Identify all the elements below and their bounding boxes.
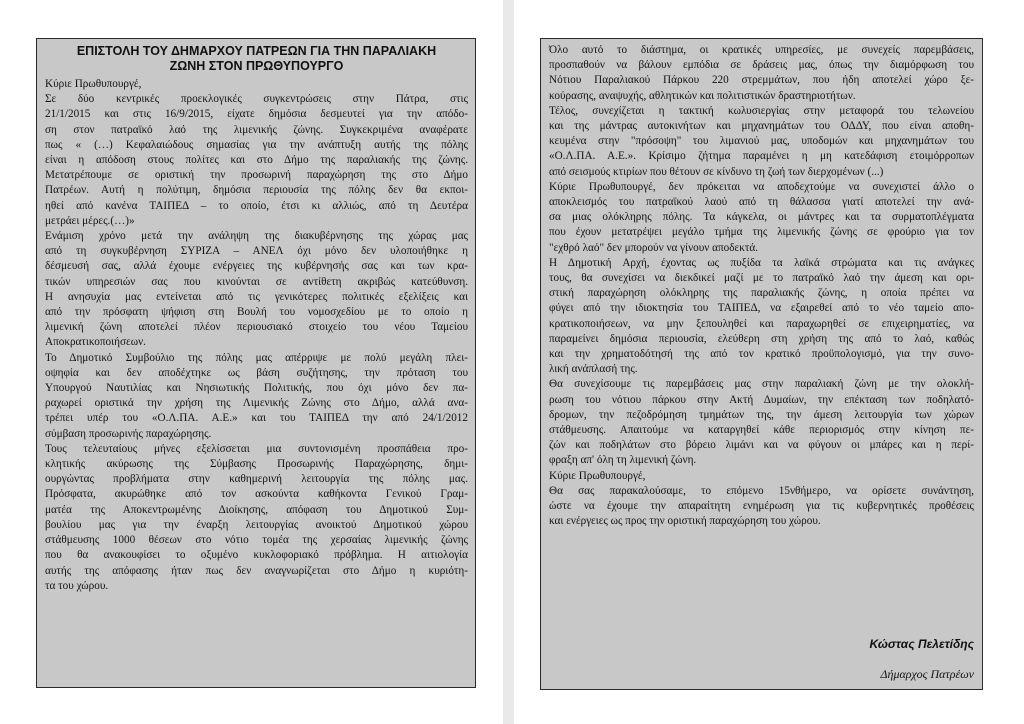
text-line: 21/1/2015 και στις 16/9/2015, είχατε δημόσια δεσμευτεί για την απόδο- — [45, 108, 468, 121]
letter-box-right — [540, 38, 983, 690]
text-line: Νότιου Παραλιακού Πάρκου 220 στρεμμάτων, που ήδη αποτελεί χώρο ξε- — [549, 74, 974, 87]
text-line: ματέα της Αποκεντρωμένης Διοίκησης, απόφαση του Δημοτικού Συμ- — [45, 503, 468, 516]
text-line: μετράει μέρες.(…)» — [45, 214, 135, 227]
text-line: Τέλος, συνεχίζεται η τακτική κωλυσιεργίας στην μεταφορά του τελωνείου — [549, 104, 974, 117]
text-line: Ενάμιση χρόνο μετά την ανάληψη της διακυβέρνησης της χώρας μας — [45, 230, 468, 243]
text-line: Η ανησυχία μας εντείνεται από τις γενικότερες πολιτικές εξελίξεις και — [45, 290, 468, 303]
text-line: Αποκρατικοποιήσεων. — [45, 336, 146, 349]
text-line: από σεισμούς κτιρίων που θέτουν σε κίνδυνο τη ζωή των διερχομένων (...) — [549, 165, 884, 178]
text-line: βουλίου μας για την έναρξη λειτουργίας ανοικτού Δημοτικού χώρου — [45, 518, 468, 531]
letter-title — [45, 44, 468, 74]
text-line: δέσμευσή σας, αλλά έχουμε ενέργειες της κυβέρνησής σας και των κρα- — [45, 260, 468, 273]
text-line: ραχωρεί οριστικά την χρήση της Λιμενικής Ζώνης στο Δήμο, αλλά ανα- — [45, 397, 468, 410]
text-line: στάθμευσης 1000 θέσεων στο νότιο τομέα της χερσαίας λιμενικής ζώνης — [45, 534, 468, 547]
text-line: και της μάντρας αυτοκινήτων και μηχανημάτων του ΟΔΔΥ, που είναι αποθη- — [549, 120, 974, 133]
text-line: Κύριε Πρωθυπουργέ, — [45, 78, 142, 90]
signature-name: Κώστας Πελετίδης — [869, 637, 974, 651]
text-line: ηθεί από κανένα ΤΑΙΠΕΔ – το οποίο, έτσι κι αλλιώς, από τη Δευτέρα — [45, 199, 468, 212]
text-line: ση στον πατραϊκό λαό της λιμενικής ζώνης. Συγκεκριμένα αναφέρατε — [45, 123, 468, 136]
text-line: παραμείνει δημόσια περιουσία, ελεύθερη στη χρήση της από το λαό, καθώς — [549, 332, 974, 345]
text-line: κρατικοποιήσεων, να μην ξεπουληθεί και παραχωρηθεί σε επιχειρηματίες, να — [549, 317, 974, 330]
text-line: «Ο.Λ.ΠΑ. Α.Ε.». Κρίσιμο ζήτημα παραμένει η μη κατεδάφιση ετοιμόρροπων — [549, 150, 974, 163]
text-line: αποκλεισμός του πατραϊκού λαού από τη θάλασσα γιατί αποτελεί την ανά- — [549, 196, 974, 209]
text-line: αυτής της απόφασης ήταν πως δεν αναγνωρίζεται στο Δήμο η κυριότη- — [45, 564, 468, 577]
text-line: τους, θα συνεχίσει να διεκδικεί μαζί με το πατραϊκό λαό την άμεση και ορι- — [549, 272, 974, 285]
text-line: και ενέργειες ως προς την οριστική παραχώρηση του χώρου. — [549, 515, 821, 528]
letter-title-line: ΖΩΝΗ ΣΤΟΝ ΠΡΩΘΥΠΟΥΡΓΟ — [169, 59, 344, 73]
text-line: τικών υπηρεσιών σας που κινούνται σε αντίθετη ακριβώς κατεύθυνση. — [45, 275, 468, 288]
text-line: Τους τελευταίους μήνες εξελίσσεται μια συντονισμένη προσπάθεια προ- — [45, 442, 468, 455]
text-line: που έχουν μετατρέψει μεγάλο τμήμα της λιμενικής ζώνης σε φρούριο για τον — [549, 226, 974, 239]
text-line: ουργώντας προβλήματα στην καθημερινή λειτουργία της πόλης μας. — [45, 473, 468, 486]
text-line: στική παραχώρηση ολόκληρης της παραλιακής ζώνης, η οποία πρέπει να — [549, 287, 974, 300]
text-line: είναι η απόδοση στους πολίτες και στο Δήμο της παραλιακής της ζώνης. — [45, 154, 468, 167]
text-line: τρέπει υπέρ του «Ο.Λ.ΠΑ. Α.Ε.» και του ΤΑΙΠΕΔ την από 24/1/2012 — [45, 412, 468, 425]
text-line: από την πρόσφατη ψήφιση στη Βουλή του νομοσχεδίου με το οποίο η — [45, 306, 468, 319]
text-line: που θα ανακουφίσει το οξυμένο κυκλοφοριακό πρόβλημα. Η αιτιολογία — [45, 549, 468, 562]
text-line: οψηφία και δεν αποδέχτηκε ως βάση συζήτησης, την πρόταση του — [45, 366, 468, 379]
text-line: Θα συνεχίσουμε τις παρεμβάσεις μας στην παραλιακή ζώνη με την ολοκλή- — [549, 378, 974, 391]
text-line: λιμενική ζώνη αποτελεί πλέον περιουσιακό στοιχείο του νέου Ταμείου — [45, 321, 468, 334]
text-line: ζών και ποδηλάτων στο βόρειο λιμάνι και να φύγουν οι μπάρες και η περί- — [549, 439, 974, 452]
text-line: Πατρέων. Αυτή η πολύτιμη, δημόσια περιουσία της πόλης δεν θα εκποι- — [45, 184, 468, 197]
text-line: στάθμευσης. Απαιτούμε να καταργηθεί κάθε περιορισμός στην κίνηση πε- — [549, 424, 974, 437]
letter-body-right — [549, 43, 974, 530]
text-line: ώστε να έχουμε την απαραίτητη ενημέρωση για τις κυβερνητικές προθέσεις — [549, 500, 974, 513]
text-line: κευμένα στην "πρόσοψη" του λιμανιού μας, υποδομών και μηχανημάτων του — [549, 135, 974, 148]
signature-role: Δήμαρχος Πατρέων — [880, 667, 974, 681]
text-line: Μετατρέπουμε σε οριστική την προσωρινή παραχώρηση της στο Δήμο — [45, 169, 468, 182]
text-line: κλητικής ακύρωσης της Σύμβασης Προσωρινής Παραχώρησης, δημι- — [45, 458, 468, 471]
text-line: πως « (…) Κεφαλαιώδους σημασίας για την ανάπτυξη αυτής της πόλης — [45, 138, 468, 151]
text-line: Υπουργού Ναυτιλίας και Νησιωτικής Πολιτικής, που όχι μόνο δεν πα- — [45, 382, 468, 395]
text-line: Η Δημοτική Αρχή, έχοντας ως πυξίδα τα λαϊκά στρώματα και τις ανάγκες — [549, 256, 974, 269]
text-line: Πρόσφατα, ακυρώθηκε από τον ασκούντα καθήκοντα Γενικού Γραμ- — [45, 488, 468, 501]
text-line: κούρασης, αναψυχής, αθλητικών και πολιτιστικών δραστηριοτήτων. — [549, 89, 856, 102]
text-line: από τη συγκυβέρνηση ΣΥΡΙΖΑ – ΑΝΕΛ όχι μόνο δεν υλοποιήθηκε η — [45, 245, 468, 258]
text-line: και την χρηματοδότησή της από τον κρατικό προϋπολογισμό, για την συνο- — [549, 348, 974, 361]
text-line: "εχθρό λαό" δεν μπορούν να γίνουν αποδεκτά. — [549, 241, 759, 254]
letter-body-left — [45, 77, 468, 594]
text-line: Θα σας παρακαλούσαμε, το επόμενο 15νθήμερο, να ορίσετε συνάντηση, — [549, 484, 974, 497]
text-line: προσπαθούν να βάλουν εμπόδια σε δράσεις μας, όπως την διαμόρφωση του — [549, 59, 974, 72]
text-line: δρομων, την πεζοδρόμηση τμημάτων της, την άμεση λειτουργία των χώρων — [549, 408, 974, 421]
text-line: Κύριε Πρωθυπουργέ, — [549, 469, 646, 482]
text-line: σα μιας ολόκληρης πόλης. Τα κάγκελα, οι μάντρες και τα συρματοπλέγματα — [549, 211, 974, 224]
text-line: φύγει από την ιδιοκτησία του ΤΑΙΠΕΔ, να εξαιρεθεί από το νέο ταμείο απο- — [549, 302, 974, 315]
text-line: Το Δημοτικό Συμβούλιο της πόλης μας απέρριψε με πολύ μεγάλη πλει- — [45, 351, 468, 364]
text-line: Κύριε Πρωθυπουργέ, δεν πρόκειται να αποδεχτούμε να συνεχιστεί άλλο ο — [549, 180, 974, 193]
letter-title-line: ΕΠΙΣΤΟΛΗ ΤΟΥ ΔΗΜΑΡΧΟΥ ΠΑΤΡΕΩΝ ΓΙΑ ΤΗΝ ΠΑΡΑΛΙΑΚΗ — [76, 44, 437, 58]
text-line: τα του χώρου. — [45, 579, 109, 592]
text-line: λική ανάπλασή της. — [549, 363, 638, 376]
text-line: φραξη απ' όλη τη λιμενική ζώνη. — [549, 454, 697, 467]
text-line: Σε δύο κεντρικές προεκλογικές συγκεντρώσεις στην Πάτρα, στις — [45, 93, 468, 106]
letter-box-left — [36, 38, 476, 688]
text-line: ρωση του νότιου πάρκου στην Ακτή Δυμαίων, την επέκταση των ποδηλατό- — [549, 393, 974, 406]
text-line: σύμβαση προσωρινής παραχώρησης. — [45, 427, 212, 440]
text-line: Όλο αυτό το διάστημα, οι κρατικές υπηρεσίες, με συνεχείς παρεμβάσεις, — [549, 44, 974, 56]
